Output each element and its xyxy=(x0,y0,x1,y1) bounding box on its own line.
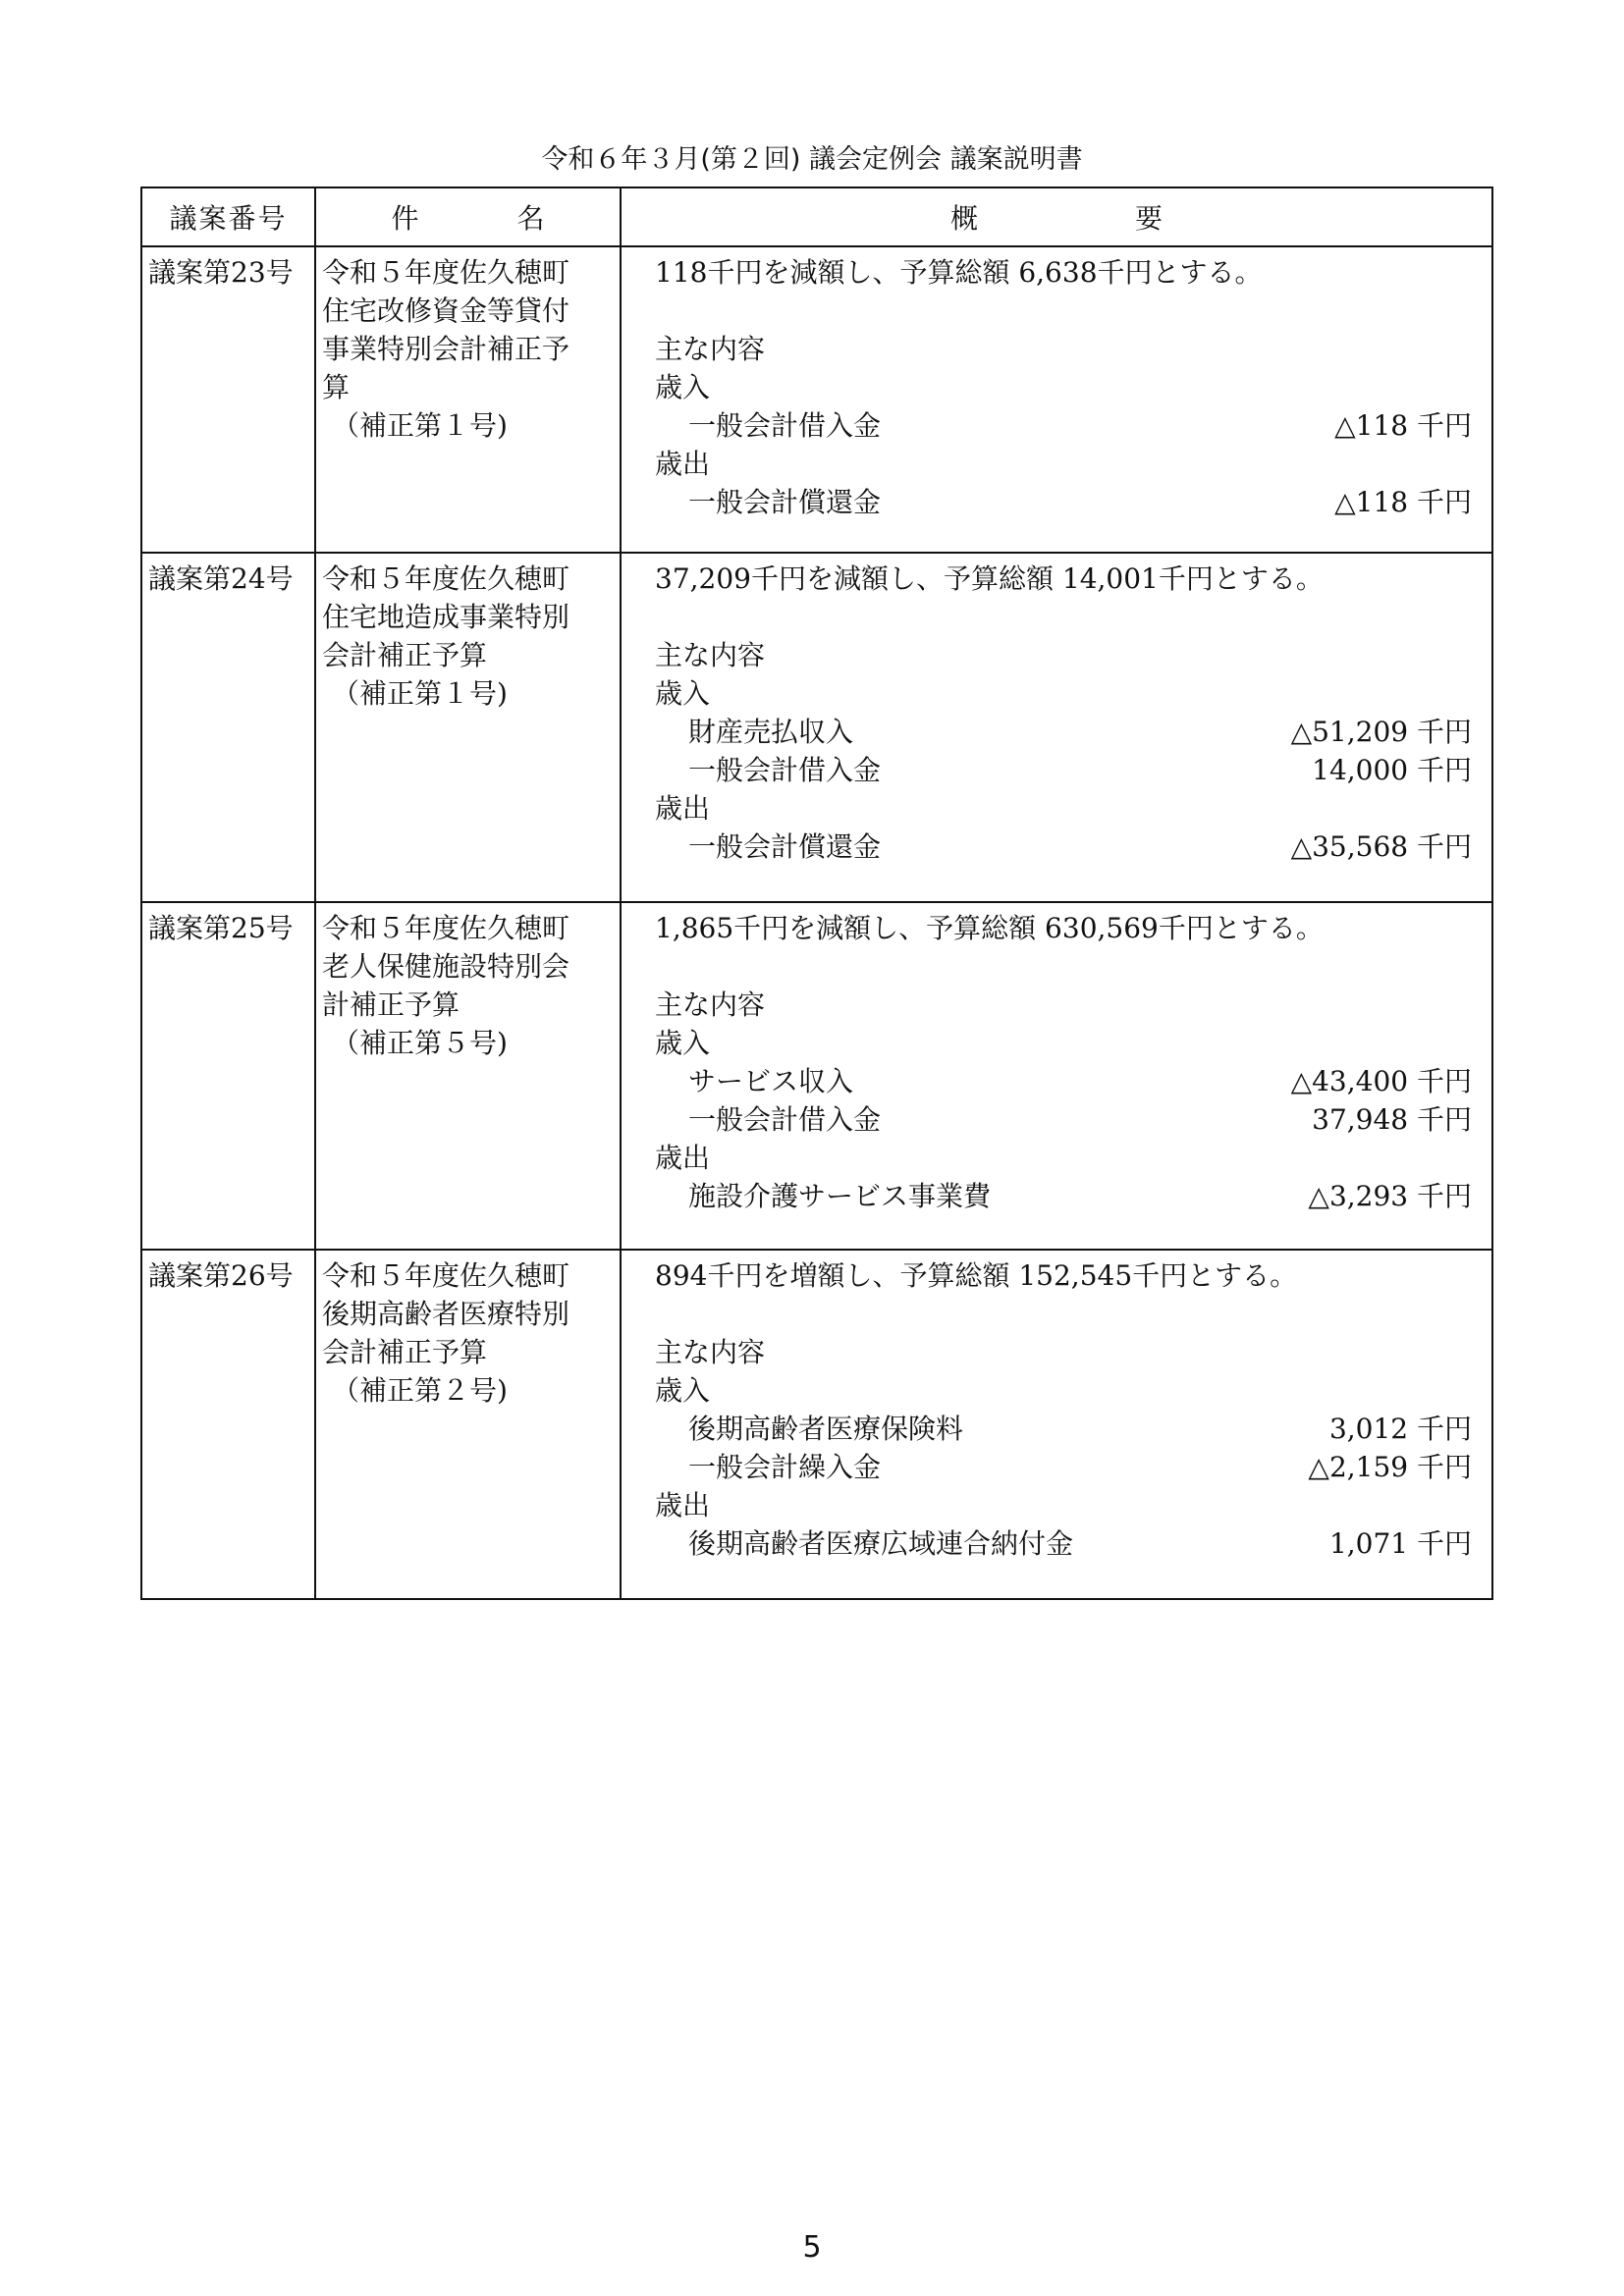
revenue-item-name: 後期高齢者医療保険料 xyxy=(688,1413,964,1445)
expense-item-amount: △3,293 千円 xyxy=(1308,1180,1472,1212)
bill-number: 議案第26号 xyxy=(141,1250,315,1599)
bill-subject-line: 令和５年度佐久穂町 xyxy=(322,1259,570,1292)
revenue-item-amount: △51,209 千円 xyxy=(1290,716,1472,748)
expense-item xyxy=(655,483,1472,521)
main-contents-label: 主な内容 xyxy=(655,639,766,671)
revenue-item xyxy=(655,713,1472,751)
bill-number: 議案第25号 xyxy=(141,902,315,1250)
expense-item-name: 施設介護サービス事業費 xyxy=(688,1180,992,1212)
revenue-item-amount: 37,948 千円 xyxy=(1312,1103,1472,1136)
bill-summary xyxy=(621,1250,1492,1599)
revenue-item xyxy=(655,406,1472,445)
summary-text: 1,865千円を減額し、予算総額 630,569千円とする。 xyxy=(655,912,1324,944)
spacer xyxy=(655,947,1472,986)
bill-summary xyxy=(621,902,1492,1250)
bill-number: 議案第24号 xyxy=(141,553,315,902)
header-bill-number: 議案番号 xyxy=(141,187,315,246)
expense-item-amount: △35,568 千円 xyxy=(1290,830,1472,863)
header-subject-char-1: 件 xyxy=(391,202,419,235)
expense-item-name: 一般会計償還金 xyxy=(688,830,882,863)
spacer xyxy=(655,292,1472,330)
table-header-row xyxy=(141,187,1492,246)
spacer xyxy=(655,1295,1472,1333)
bill-subject-line: 事業特別会計補正予 xyxy=(322,333,570,365)
header-subject xyxy=(315,187,621,246)
bill-subject-line: 会計補正予算 xyxy=(322,1336,488,1368)
revenue-item xyxy=(655,1448,1472,1486)
revenue-label: 歳入 xyxy=(655,677,711,710)
expense-item-amount: △118 千円 xyxy=(1334,486,1472,518)
bill-revision-number: （補正第１号) xyxy=(332,677,508,710)
bill-subject-line: 令和５年度佐久穂町 xyxy=(322,912,570,944)
revenue-label: 歳入 xyxy=(655,371,711,403)
table-row xyxy=(141,1250,1492,1599)
summary-text: 118千円を減額し、予算総額 6,638千円とする。 xyxy=(655,256,1263,289)
revenue-item xyxy=(655,751,1472,789)
revenue-item xyxy=(655,1100,1472,1139)
expense-label: 歳出 xyxy=(655,1489,711,1522)
bill-subject xyxy=(315,1250,621,1599)
revenue-item-name: サービス収入 xyxy=(688,1065,854,1097)
bill-revision-number: （補正第５号) xyxy=(332,1027,508,1059)
header-subject-char-2: 名 xyxy=(516,202,545,235)
bill-subject-line: 住宅地造成事業特別 xyxy=(322,601,570,633)
expense-label: 歳出 xyxy=(655,1142,711,1174)
header-summary-char-2: 要 xyxy=(1135,202,1164,235)
summary-text: 37,209千円を減額し、予算総額 14,001千円とする。 xyxy=(655,562,1324,595)
revenue-item xyxy=(655,1062,1472,1100)
spacer xyxy=(655,598,1472,636)
bill-summary xyxy=(621,246,1492,553)
bill-subject-line: 会計補正予算 xyxy=(322,639,488,671)
bill-subject-line: 令和５年度佐久穂町 xyxy=(322,562,570,595)
revenue-item-amount: △2,159 千円 xyxy=(1308,1451,1472,1483)
expense-item xyxy=(655,1177,1472,1215)
main-contents-label: 主な内容 xyxy=(655,988,766,1021)
expense-item xyxy=(655,828,1472,866)
table-row xyxy=(141,246,1492,553)
expense-item-amount: 1,071 千円 xyxy=(1328,1527,1472,1560)
expense-item-name: 一般会計償還金 xyxy=(688,486,882,518)
bill-revision-number: （補正第１号) xyxy=(332,409,508,442)
bill-summary xyxy=(621,553,1492,902)
revenue-label: 歳入 xyxy=(655,1027,711,1059)
header-summary-char-1: 概 xyxy=(949,202,978,235)
document-title: 令和６年３月(第２回) 議会定例会 議案説明書 xyxy=(541,144,1083,175)
revenue-item-amount: △43,400 千円 xyxy=(1290,1065,1472,1097)
bill-subject-line: 令和５年度佐久穂町 xyxy=(322,256,570,289)
header-summary xyxy=(621,187,1492,246)
expense-item xyxy=(655,1524,1472,1563)
bill-subject xyxy=(315,902,621,1250)
expense-label: 歳出 xyxy=(655,792,711,825)
bill-revision-number: （補正第２号) xyxy=(332,1374,508,1407)
revenue-item-name: 一般会計繰入金 xyxy=(688,1451,882,1483)
bill-subject-line: 計補正予算 xyxy=(322,988,460,1021)
revenue-label: 歳入 xyxy=(655,1374,711,1407)
bill-subject-line: 後期高齢者医療特別 xyxy=(322,1298,570,1330)
bill-subject xyxy=(315,553,621,902)
main-contents-label: 主な内容 xyxy=(655,1336,766,1368)
revenue-item-name: 一般会計借入金 xyxy=(688,409,882,442)
bill-table xyxy=(140,187,1493,1600)
bill-number: 議案第23号 xyxy=(141,246,315,553)
revenue-item-amount: 3,012 千円 xyxy=(1328,1413,1472,1445)
expense-label: 歳出 xyxy=(655,448,711,480)
table-row xyxy=(141,902,1492,1250)
bill-subject xyxy=(315,246,621,553)
revenue-item-name: 財産売払収入 xyxy=(688,716,854,748)
revenue-item-name: 一般会計借入金 xyxy=(688,1103,882,1136)
main-contents-label: 主な内容 xyxy=(655,333,766,365)
revenue-item-name: 一般会計借入金 xyxy=(688,754,882,786)
revenue-item-amount: 14,000 千円 xyxy=(1312,754,1472,786)
expense-item-name: 後期高齢者医療広域連合納付金 xyxy=(688,1527,1074,1560)
table-row xyxy=(141,553,1492,902)
summary-text: 894千円を増額し、予算総額 152,545千円とする。 xyxy=(655,1259,1298,1292)
revenue-item-amount: △118 千円 xyxy=(1334,409,1472,442)
bill-subject-line: 老人保健施設特別会 xyxy=(322,950,570,983)
page-number: 5 xyxy=(802,2230,822,2265)
bill-subject-line: 算 xyxy=(322,371,351,403)
revenue-item xyxy=(655,1410,1472,1448)
bill-subject-line: 住宅改修資金等貸付 xyxy=(322,294,570,327)
